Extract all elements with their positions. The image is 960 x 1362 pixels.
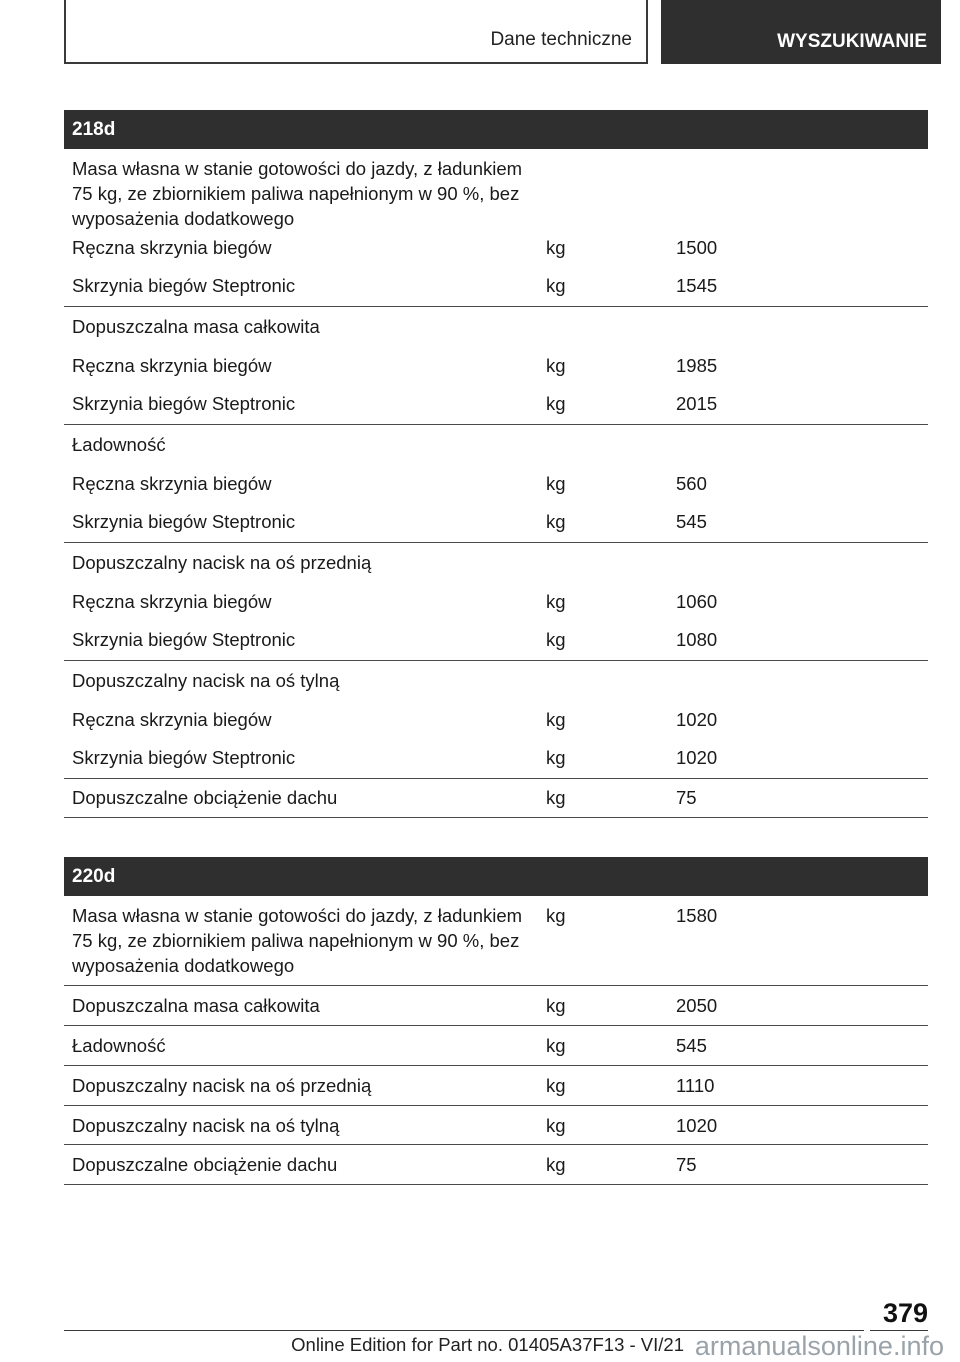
row-value: 1500 bbox=[676, 237, 718, 258]
table-row bbox=[64, 503, 928, 543]
row-label: Dopuszczalne obciążenie dachu bbox=[72, 787, 338, 808]
table-row bbox=[64, 582, 928, 621]
table-title: 218d bbox=[64, 110, 928, 149]
row-value: 1020 bbox=[676, 747, 718, 768]
row-unit: kg bbox=[546, 1115, 566, 1136]
row-label: wyposażenia dodatkowego bbox=[72, 208, 295, 229]
table-row bbox=[64, 464, 928, 503]
table-row bbox=[64, 425, 928, 464]
section-tab[interactable] bbox=[64, 0, 648, 64]
row-value: 1545 bbox=[676, 275, 718, 296]
row-label: Skrzynia biegów Steptronic bbox=[72, 511, 296, 532]
row-label: Ręczna skrzynia biegów bbox=[72, 355, 272, 376]
row-value: 2015 bbox=[676, 393, 718, 414]
row-unit: kg bbox=[546, 905, 566, 926]
table-row bbox=[64, 896, 928, 986]
row-label: Masa własna w stanie gotowości do jazdy, z ładunkiem bbox=[72, 905, 523, 926]
row-value: 75 bbox=[676, 787, 697, 808]
row-value: 2050 bbox=[676, 995, 718, 1016]
row-unit: kg bbox=[546, 511, 566, 532]
row-value: 1020 bbox=[676, 1115, 718, 1136]
row-label: Skrzynia biegów Steptronic bbox=[72, 275, 296, 296]
row-label: Dopuszczalny nacisk na oś tylną bbox=[72, 1115, 340, 1136]
page-number: 379 bbox=[882, 1298, 928, 1328]
table-row bbox=[64, 228, 928, 267]
search-button[interactable]: WYSZUKIWANIE bbox=[661, 0, 941, 64]
table-218d bbox=[64, 110, 928, 818]
row-unit: kg bbox=[546, 1154, 566, 1175]
table-row bbox=[64, 700, 928, 739]
table-row bbox=[64, 149, 928, 228]
row-label: Dopuszczalny nacisk na oś przednią bbox=[72, 552, 372, 573]
table-title: 220d bbox=[64, 857, 928, 896]
row-unit: kg bbox=[546, 355, 566, 376]
row-value: 560 bbox=[676, 473, 707, 494]
row-label: wyposażenia dodatkowego bbox=[72, 955, 295, 976]
table-220d bbox=[64, 857, 928, 1185]
row-unit: kg bbox=[546, 747, 566, 768]
watermark: armanualsonline.info bbox=[694, 1331, 944, 1361]
table-row bbox=[64, 1026, 928, 1066]
row-label: Masa własna w stanie gotowości do jazdy, z ładunkiem bbox=[72, 158, 523, 179]
row-label: Dopuszczalne obciążenie dachu bbox=[72, 1154, 338, 1175]
row-value: 545 bbox=[676, 511, 707, 532]
row-unit: kg bbox=[546, 275, 566, 296]
row-unit: kg bbox=[546, 1035, 566, 1056]
row-value: 75 bbox=[676, 1154, 697, 1175]
table-row bbox=[64, 346, 928, 385]
row-label: Ładowność bbox=[72, 1035, 166, 1056]
row-unit: kg bbox=[546, 393, 566, 414]
row-unit: kg bbox=[546, 591, 566, 612]
table-row bbox=[64, 1106, 928, 1145]
row-label: Dopuszczalna masa całkowita bbox=[72, 316, 320, 337]
row-label: Ręczna skrzynia biegów bbox=[72, 473, 272, 494]
row-unit: kg bbox=[546, 629, 566, 650]
row-value: 1985 bbox=[676, 355, 718, 376]
table-row bbox=[64, 385, 928, 425]
row-label: Dopuszczalny nacisk na oś przednią bbox=[72, 1075, 372, 1096]
table-row bbox=[64, 1145, 928, 1185]
table-row bbox=[64, 986, 928, 1026]
row-label: 75 kg, ze zbiornikiem paliwa napełnionym w 90 %, bez bbox=[72, 930, 520, 951]
row-label: Dopuszczalna masa całkowita bbox=[72, 995, 320, 1016]
edition-text: Online Edition for Part no. 01405A37F13 - VI/21 bbox=[291, 1334, 684, 1355]
row-label: Ręczna skrzynia biegów bbox=[72, 591, 272, 612]
table-row bbox=[64, 1066, 928, 1106]
table-row bbox=[64, 543, 928, 582]
table-row bbox=[64, 267, 928, 307]
table-row bbox=[64, 739, 928, 779]
table-row bbox=[64, 661, 928, 700]
row-value: 545 bbox=[676, 1035, 707, 1056]
row-value: 1060 bbox=[676, 591, 718, 612]
row-label: 75 kg, ze zbiornikiem paliwa napełnionym w 90 %, bez bbox=[72, 183, 520, 204]
row-value: 1110 bbox=[676, 1075, 715, 1096]
row-label: Skrzynia biegów Steptronic bbox=[72, 747, 296, 768]
row-value: 1580 bbox=[676, 905, 718, 926]
row-unit: kg bbox=[546, 709, 566, 730]
row-unit: kg bbox=[546, 787, 566, 808]
row-label: Ładowność bbox=[72, 434, 166, 455]
table-row bbox=[64, 307, 928, 346]
row-unit: kg bbox=[546, 237, 566, 258]
row-label: Ręczna skrzynia biegów bbox=[72, 237, 272, 258]
row-unit: kg bbox=[546, 1075, 566, 1096]
table-row bbox=[64, 621, 928, 661]
section-title: Dane techniczne bbox=[490, 29, 632, 50]
row-value: 1080 bbox=[676, 629, 718, 650]
row-value: 1020 bbox=[676, 709, 718, 730]
row-label: Skrzynia biegów Steptronic bbox=[72, 393, 296, 414]
row-label: Ręczna skrzynia biegów bbox=[72, 709, 272, 730]
row-unit: kg bbox=[546, 473, 566, 494]
row-label: Dopuszczalny nacisk na oś tylną bbox=[72, 670, 340, 691]
row-label: Skrzynia biegów Steptronic bbox=[72, 629, 296, 650]
row-unit: kg bbox=[546, 995, 566, 1016]
table-row bbox=[64, 779, 928, 818]
